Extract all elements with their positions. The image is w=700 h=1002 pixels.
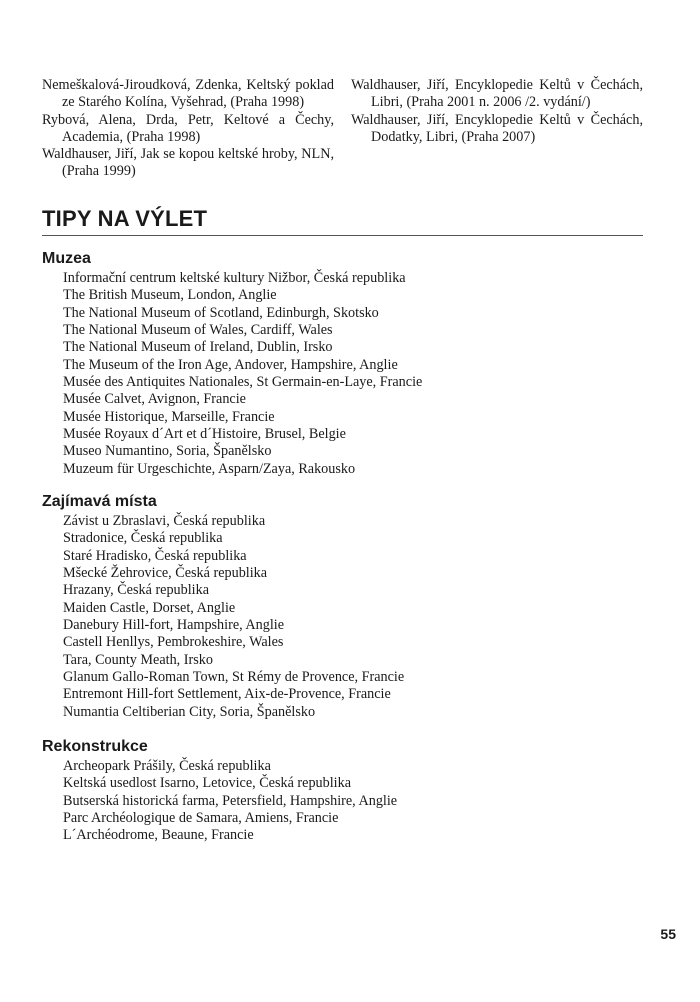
- list-item: Musée Calvet, Avignon, Francie: [63, 391, 246, 408]
- list-item: The National Museum of Scotland, Edinburgh, Skotsko: [63, 304, 379, 321]
- list-item: Muzeum für Urgeschichte, Asparn/Zaya, Rakousko: [63, 460, 356, 477]
- reconstructions-list: [42, 758, 643, 845]
- list-item: Danebury Hill-fort, Hampshire, Anglie: [63, 617, 285, 634]
- places-list: [42, 513, 643, 721]
- list-item: Keltská usedlost Isarno, Letovice, Česká republika: [63, 775, 352, 792]
- list-item: Maiden Castle, Dorset, Anglie: [63, 599, 236, 616]
- list-item: Staré Hradisko, Česká republika: [63, 547, 247, 564]
- bibliography-left-column: [42, 77, 334, 181]
- bibliography: [42, 77, 643, 181]
- list-item: Mšecké Žehrovice, Česká republika: [63, 565, 268, 582]
- list-item: Butserská historická farma, Petersfield, Hampshire, Anglie: [63, 792, 398, 809]
- list-item: Numantia Celtiberian City, Soria, Španělsko: [63, 703, 316, 720]
- list-item: Musée des Antiquites Nationales, St Germain-en-Laye, Francie: [63, 374, 423, 391]
- page-number: 55: [660, 926, 676, 942]
- list-item: Parc Archéologique de Samara, Amiens, Francie: [63, 810, 339, 827]
- reference-entry: Waldhauser, Jiří, Encyklopedie Keltů v Čechách, Dodatky, Libri, (Praha 2007): [351, 111, 643, 145]
- list-item: The National Museum of Ireland, Dublin, Irsko: [63, 339, 333, 356]
- list-item: Archeopark Prášily, Česká republika: [63, 758, 271, 774]
- list-item: Hrazany, Česká republika: [63, 582, 210, 599]
- section-title: Rekonstrukce: [42, 738, 148, 755]
- list-item: Entremont Hill-fort Settlement, Aix-de-Provence, Francie: [63, 686, 391, 703]
- section-title: Zajímavá místa: [42, 493, 157, 510]
- bibliography-right-column: [351, 77, 643, 181]
- list-item: Glanum Gallo-Roman Town, St Rémy de Provence, Francie: [63, 669, 405, 686]
- page-heading: TIPY NA VÝLET: [42, 206, 643, 236]
- list-item: The British Museum, London, Anglie: [63, 287, 277, 304]
- reference-entry: Waldhauser, Jiří, Encyklopedie Keltů v Čechách, Libri, (Praha 2001 n. 2006 /2. vydání/): [351, 77, 643, 111]
- list-item: L´Archéodrome, Beaune, Francie: [63, 827, 254, 844]
- section-muzea: [42, 249, 643, 478]
- list-item: Stradonice, Česká republika: [63, 530, 223, 547]
- reference-entry: Rybová, Alena, Drda, Petr, Keltové a Čechy, Academia, (Praha 1998): [42, 111, 334, 145]
- section-title: Muzea: [42, 250, 91, 267]
- list-item: Informační centrum keltské kultury Nižbor, Česká republika: [63, 270, 406, 286]
- list-item: The Museum of the Iron Age, Andover, Hampshire, Anglie: [63, 356, 398, 373]
- list-item: Musée Royaux d´Art et d´Histoire, Brusel, Belgie: [63, 426, 346, 443]
- list-item: Závist u Zbraslavi, Česká republika: [63, 513, 266, 529]
- list-item: The National Museum of Wales, Cardiff, Wales: [63, 322, 333, 339]
- list-item: Museo Numantino, Soria, Španělsko: [63, 443, 272, 460]
- reference-entry: Waldhauser, Jiří, Jak se kopou keltské hroby, NLN, (Praha 1999): [42, 146, 334, 180]
- list-item: Musée Historique, Marseille, Francie: [63, 408, 275, 425]
- list-item: Castell Henllys, Pembrokeshire, Wales: [63, 634, 284, 651]
- list-item: Tara, County Meath, Irsko: [63, 651, 213, 668]
- section-zajimava-mista: [42, 492, 643, 721]
- museum-list: [42, 270, 643, 478]
- section-rekonstrukce: [42, 737, 643, 845]
- reference-entry: Nemeškalová-Jiroudková, Zdenka, Keltský poklad ze Starého Kolína, Vyšehrad, (Praha 1998): [42, 77, 334, 111]
